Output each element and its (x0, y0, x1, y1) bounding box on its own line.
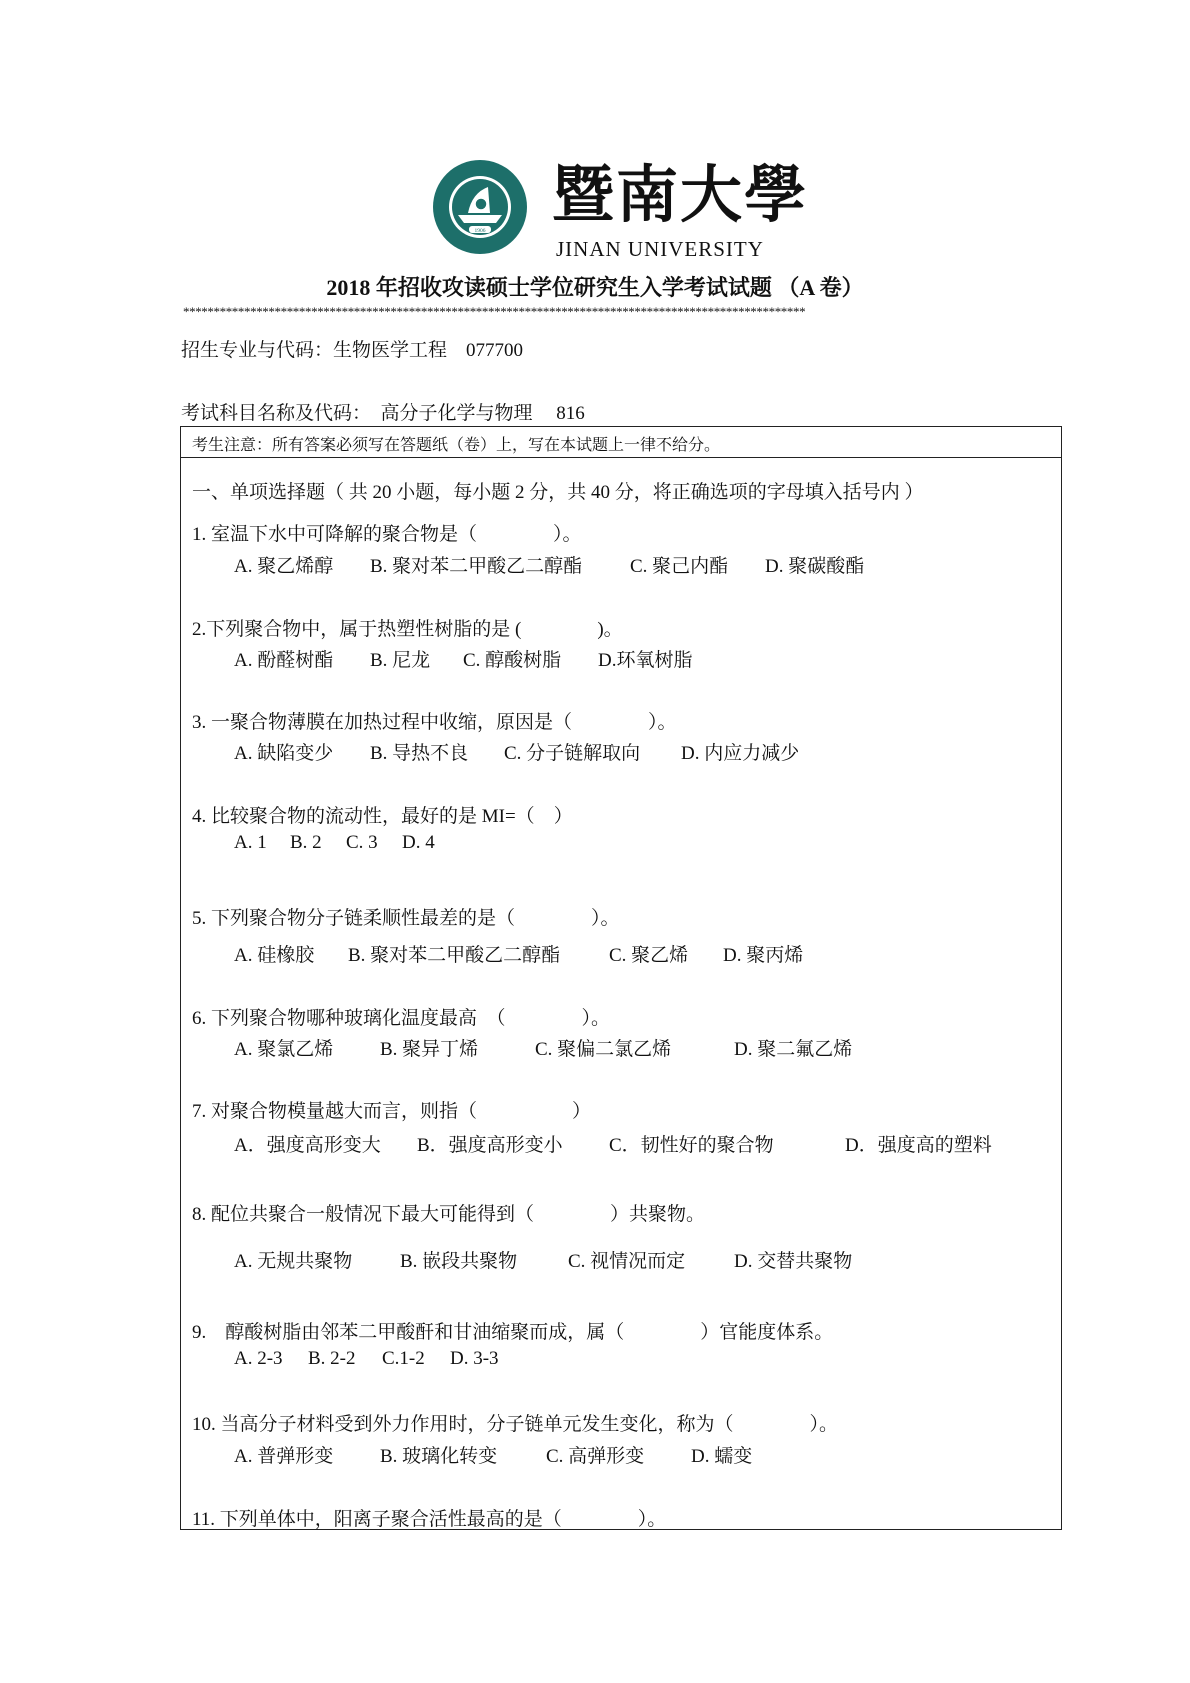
question-2-option-a: A. 酚醛树酯 (234, 650, 334, 671)
notice-text: 考生注意：所有答案必须写在答题纸（卷）上，写在本试题上一律不给分。 (192, 437, 721, 454)
question-4-option-a: A. 1 (234, 832, 267, 853)
question-1: 1. 室温下水中可降解的聚合物是（ ）。 (192, 524, 582, 545)
section-heading: 一、单项选择题（ 共 20 小题，每小题 2 分，共 40 分，将正确选项的字母填入括号内 ） (192, 482, 924, 503)
question-10-option-b: B. 玻璃化转变 (380, 1446, 498, 1467)
question-7-option-d: D．强度高的塑料 (845, 1135, 992, 1156)
question-3-option-c: C. 分子链解取向 (504, 743, 641, 764)
notice-row (181, 427, 1061, 458)
question-6: 6. 下列聚合物哪种玻璃化温度最高 （ ）。 (192, 1008, 611, 1029)
question-5-option-d: D. 聚丙烯 (723, 945, 804, 966)
question-10-option-a: A. 普弹形变 (234, 1446, 334, 1467)
question-9-option-c: C.1-2 (382, 1348, 425, 1369)
question-9-option-d: D. 3-3 (450, 1348, 499, 1369)
question-5-option-b: B. 聚对苯二甲酸乙二醇酯 (348, 945, 561, 966)
exam-title: 2018 年招收攻读硕士学位研究生入学考试试题 （A 卷） (326, 275, 864, 300)
question-3-option-b: B. 导热不良 (370, 743, 469, 764)
question-8-option-d: D. 交替共聚物 (734, 1251, 853, 1272)
question-9: 9. 醇酸树脂由邻苯二甲酸酐和甘油缩聚而成，属（ ）官能度体系。 (192, 1322, 834, 1343)
question-10: 10. 当高分子材料受到外力作用时，分子链单元发生变化，称为（ ）。 (192, 1414, 839, 1435)
question-3-option-a: A. 缺陷变少 (234, 743, 334, 764)
question-6-option-b: B. 聚异丁烯 (380, 1039, 479, 1060)
question-9-option-b: B. 2-2 (308, 1348, 356, 1369)
question-4-option-b: B. 2 (290, 832, 322, 853)
question-1-option-d: D. 聚碳酸酯 (765, 556, 865, 577)
question-2-option-c: C. 醇酸树脂 (463, 650, 562, 671)
question-3: 3. 一聚合物薄膜在加热过程中收缩，原因是（ ）。 (192, 712, 677, 733)
question-1-option-a: A. 聚乙烯醇 (234, 556, 334, 577)
question-8-option-b: B. 嵌段共聚物 (400, 1251, 518, 1272)
question-1-option-b: B. 聚对苯二甲酸乙二醇酯 (370, 556, 583, 577)
question-7: 7. 对聚合物模量越大而言，则指（ ） (192, 1101, 592, 1122)
question-6-option-c: C. 聚偏二氯乙烯 (535, 1039, 672, 1060)
major-code: 招生专业与代码：生物医学工程 077700 (181, 340, 524, 361)
question-5-option-a: A. 硅橡胶 (234, 945, 315, 966)
question-3-option-d: D. 内应力减少 (681, 743, 800, 764)
question-5: 5. 下列聚合物分子链柔顺性最差的是（ ）。 (192, 908, 620, 929)
question-4-option-d: D. 4 (402, 832, 435, 853)
question-7-option-a: A．强度高形变大 (234, 1135, 381, 1156)
separator-line: ****************************************************************************************************** (183, 304, 806, 319)
question-7-option-b: B．强度高形变小 (417, 1135, 563, 1156)
question-2: 2.下列聚合物中，属于热塑性树脂的是 ( )。 (192, 619, 623, 640)
question-8-option-c: C. 视情况而定 (568, 1251, 686, 1272)
question-1-option-c: C. 聚己内酯 (630, 556, 729, 577)
question-9-option-a: A. 2-3 (234, 1348, 283, 1369)
question-11: 11. 下列单体中，阳离子聚合活性最高的是（ ）。 (192, 1509, 667, 1530)
question-5-option-c: C. 聚乙烯 (609, 945, 689, 966)
question-10-option-c: C. 高弹形变 (546, 1446, 645, 1467)
question-6-option-a: A. 聚氯乙烯 (234, 1039, 334, 1060)
university-name-cn: 暨南大學 (552, 158, 809, 231)
question-2-option-b: B. 尼龙 (370, 650, 431, 671)
exam-content-box (180, 426, 1062, 1530)
university-seal-logo (432, 159, 528, 255)
question-7-option-c: C．韧性好的聚合物 (609, 1135, 774, 1156)
question-10-option-d: D. 蠕变 (691, 1446, 753, 1467)
question-4: 4. 比较聚合物的流动性，最好的是 MI=（ ） (192, 806, 573, 827)
svg-text:1906: 1906 (474, 228, 486, 234)
university-name-en: JINAN UNIVERSITY (556, 237, 764, 261)
question-4-option-c: C. 3 (346, 832, 378, 853)
subject-code: 考试科目名称及代码： 高分子化学与物理 816 (181, 403, 585, 424)
question-8: 8. 配位共聚合一般情况下最大可能得到（ ）共聚物。 (192, 1204, 706, 1225)
question-8-option-a: A. 无规共聚物 (234, 1251, 353, 1272)
question-2-option-d: D.环氧树脂 (598, 650, 693, 671)
question-6-option-d: D. 聚二氟乙烯 (734, 1039, 853, 1060)
